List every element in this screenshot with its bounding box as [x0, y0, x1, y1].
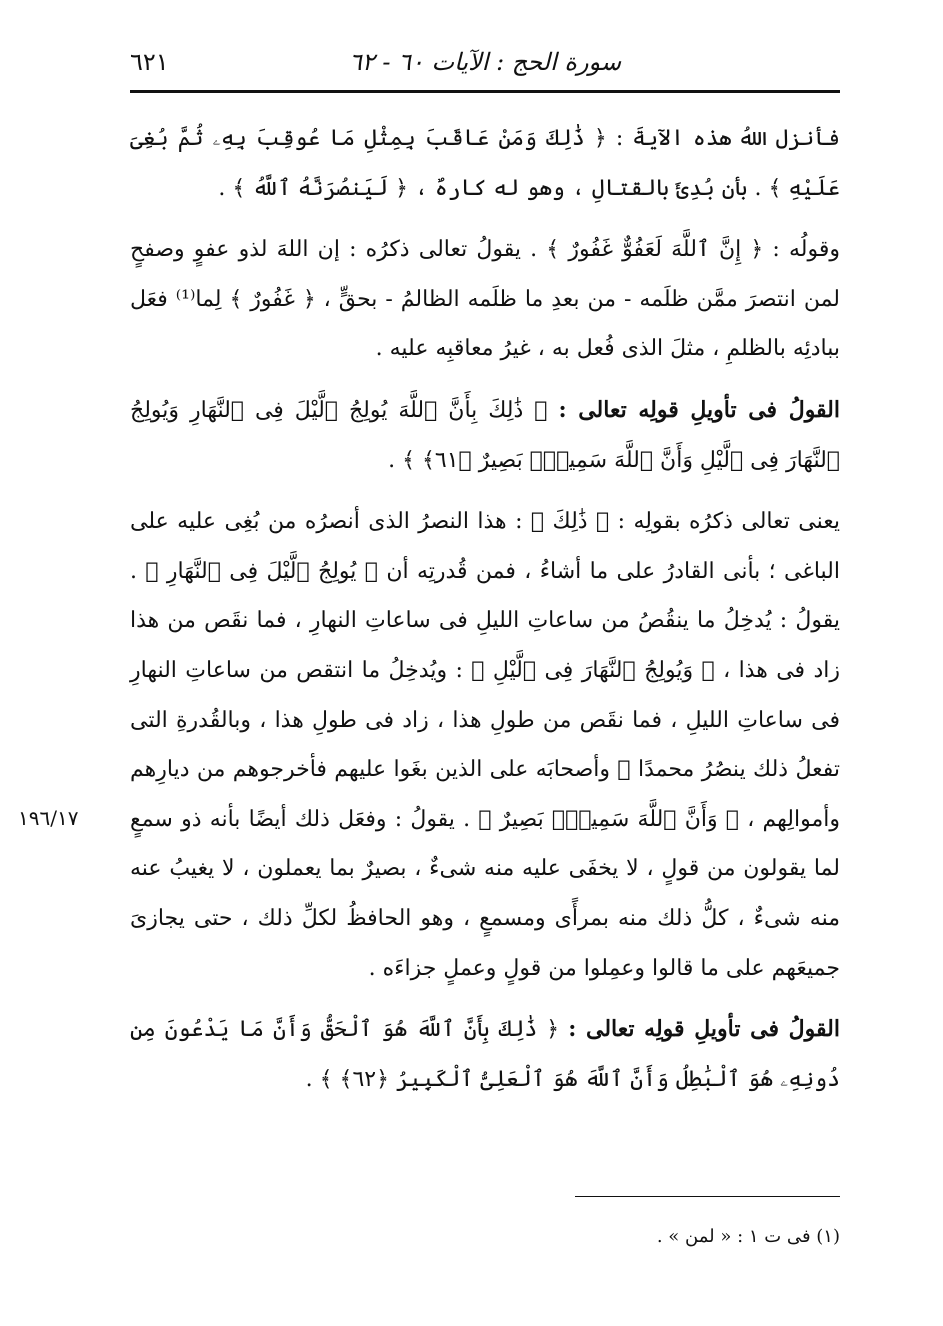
page-number: ٦٢١ — [130, 48, 169, 76]
footnote-rule — [575, 1196, 840, 1197]
footnote: (١) فى ت ١ : « لمن » . — [656, 1226, 840, 1247]
paragraph-2 — [130, 225, 840, 374]
paragraph-1-text: فأنزل اللهُ هذه الآيةَ : ﴿ ذَٰلِكَ وَمَنْ عَاقَبَ بِمِثْلِ مَا عُوقِبَ بِهِۦ ثُمَّ بُغِىَ عَلَيْهِ ﴾ . بأن بُدِئَ بالقتالِ ، وهو له كارهٌ ، ﴿ لَيَنصُرَنَّهُ ٱللَّهُ ﴾ . — [130, 126, 840, 201]
paragraph-5-verse: ﴿ ذَٰلِكَ بِأَنَّ ٱللَّهَ هُوَ ٱلْحَقُّ وَأَنَّ مَا يَدْعُونَ مِن دُونِهِۦ هُوَ ٱلْبَٰطِلُ وَأَنَّ ٱللَّهَ هُوَ ٱلْعَلِىُّ ٱلْكَبِيرُ ﴿٦٢﴾ ﴾ . — [130, 1017, 840, 1092]
paragraph-5-lead: القولُ فى تأويلِ قولِه تعالى : — [568, 1016, 840, 1043]
paragraph-5 — [130, 1005, 840, 1104]
margin-reference: ١٩٦/١٧ — [18, 806, 79, 830]
page-header — [130, 40, 840, 90]
paragraph-2-text: وقولُه : ﴿ إِنَّ ٱللَّهَ لَعَفُوٌّ غَفُورٌ ﴾ . يقولُ تعالى ذكرُه : إن اللهَ لذو عفوٍ وصفحٍ لمن انتصرَ ممَّن ظلَمه - من بعدِ ما ظلَمه الظالمُ - بحقٍّ ، ﴿ غَفُورٌ ﴾ لِما⁽¹⁾ فعَل ببادئِه بالظلمِ ، مثلَ الذى فُعل به ، غيرُ معاقبِه عليه . — [130, 237, 840, 362]
paragraph-1 — [130, 114, 840, 213]
body-text — [130, 114, 840, 1116]
paragraph-4 — [130, 497, 840, 993]
paragraph-3-lead: القولُ فى تأويلِ قولِه تعالى : — [558, 396, 840, 423]
running-title: سورة الحج : الآيات ٦٠ - ٦٢ — [348, 48, 622, 76]
paragraph-4-text: يعنى تعالى ذكرُه بقولِه : ﴿ ذَٰلِكَ ﴾ : هذا النصرُ الذى أنصرُه من بُغِى عليه على الباغى ؛ بأنى القادرُ على ما أشاءُ ، فمن قُدرتِه أن ﴿ يُولِجُ ٱلَّيْلَ فِى ٱلنَّهَارِ ﴾ . يقولُ : يُدخِلُ ما ينقُصُ من ساعاتِ الليلِ فى ساعاتِ النهارِ ، فما نقَص من هذا زاد فى هذا ، ﴿ وَيُولِجُ ٱلنَّهَارَ فِى ٱلَّيْلِ ﴾ : ويُدخِلُ ما انتقص من ساعاتِ النهارِ فى ساعاتِ الليلِ ، فما نقَص من طولِ هذا ، زاد فى طولِ هذا ، وبالقُدرةِ التى تفعلُ ذلك ينصُرُ محمدًا ﷺ وأصحابَه على الذين بغَوا عليهم فأخرجوهم من ديارِهم وأموالِهم ، ﴿ وَأَنَّ ٱللَّهَ سَمِيعٌۢ بَصِيرٌ ﴾ . يقولُ : وفعَل ذلك أيضًا بأنه ذو سمعٍ لما يقولون من قولٍ ، لا يخفَى عليه منه شىءٌ ، بصيرٌ بما يعملون ، لا يغيبُ عنه منه شىءٌ ، كلُّ ذلك منه بمرأًى ومسمعٍ ، وهو الحافظُ لكلِّ ذلك ، حتى يجازىَ جميعَهم على ما قالوا وعمِلوا من قولٍ وعملٍ جزاءَه . — [130, 509, 840, 981]
paragraph-3-verse: ﴿ ذَٰلِكَ بِأَنَّ ٱللَّهَ يُولِجُ ٱلَّيْلَ فِى ٱلنَّهَارِ وَيُولِجُ ٱلنَّهَارَ فِى ٱلَّيْلِ وَأَنَّ ٱللَّهَ سَمِيعٌۢ بَصِيرٌ ﴿٦١﴾ ﴾ . — [130, 397, 840, 473]
header-rule — [130, 90, 840, 93]
paragraph-3 — [130, 386, 840, 485]
